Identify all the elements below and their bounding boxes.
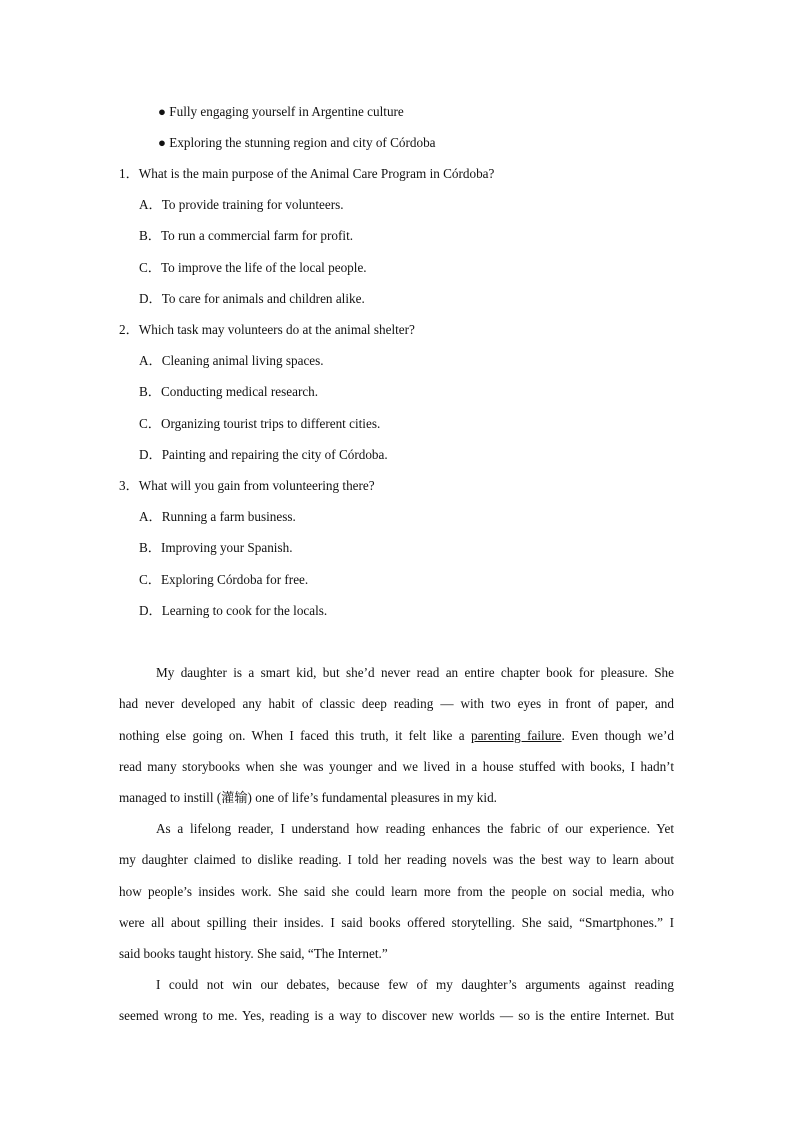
passage-line: I could not win our debates, because few of my daughter’s arguments against reading xyxy=(156,977,674,992)
answer-option: A．To provide training for volunteers. xyxy=(139,197,344,212)
underlined-phrase: parenting failure xyxy=(470,728,562,743)
answer-option: A．Running a farm business. xyxy=(139,509,296,524)
passage-line: had never developed any habit of classic deep reading — with two eyes in front of paper, and xyxy=(119,696,674,711)
answer-option: D．Painting and repairing the city of Córdoba. xyxy=(139,447,388,462)
passage-line: As a lifelong reader, I understand how reading enhances the fabric of our experience. Yet xyxy=(156,821,674,836)
passage-line xyxy=(119,728,674,744)
answer-option: D．To care for animals and children alike. xyxy=(139,291,365,306)
passage-line: seemed wrong to me. Yes, reading is a way to discover new worlds — so is the entire Internet. But xyxy=(119,1008,674,1023)
passage-line: My daughter is a smart kid, but she’d never read an entire chapter book for pleasure. She xyxy=(156,665,674,680)
answer-option: C．Exploring Córdoba for free. xyxy=(139,572,309,587)
bullet-item: ● Exploring the stunning region and city of Córdoba xyxy=(158,135,436,150)
passage-line: said books taught history. She said, “The Internet.” xyxy=(119,946,388,961)
passage-text: nothing else going on. When I faced this truth, it felt like a xyxy=(119,728,471,743)
passage-line: read many storybooks when she was younger and we lived in a house stuffed with books, I hadn’t xyxy=(119,759,674,774)
answer-option: C．Organizing tourist trips to different cities. xyxy=(139,416,381,431)
passage-line: my daughter claimed to dislike reading. I told her reading novels was the best way to learn about xyxy=(119,852,674,867)
answer-option: B．To run a commercial farm for profit. xyxy=(139,228,354,243)
question-stem: 2．Which task may volunteers do at the animal shelter? xyxy=(119,322,415,337)
question-stem: 1．What is the main purpose of the Animal Care Program in Córdoba? xyxy=(119,166,495,181)
passage-text: . Even though we’d xyxy=(561,728,675,743)
passage-line: were all about spilling their insides. I said books offered storytelling. She said, “Smartphones.” I xyxy=(119,915,674,930)
answer-option: B．Improving your Spanish. xyxy=(139,540,293,555)
answer-option: D．Learning to cook for the locals. xyxy=(139,603,328,618)
answer-option: B．Conducting medical research. xyxy=(139,384,319,399)
bullet-item: ● Fully engaging yourself in Argentine culture xyxy=(158,104,404,119)
answer-option: C．To improve the life of the local people. xyxy=(139,260,367,275)
answer-option: A．Cleaning animal living spaces. xyxy=(139,353,324,368)
passage-line: how people’s insides work. She said she could learn more from the people on social media, who xyxy=(119,884,674,899)
question-stem: 3．What will you gain from volunteering there? xyxy=(119,478,375,493)
passage-line: managed to instill (灌输) one of life’s fundamental pleasures in my kid. xyxy=(119,790,497,805)
